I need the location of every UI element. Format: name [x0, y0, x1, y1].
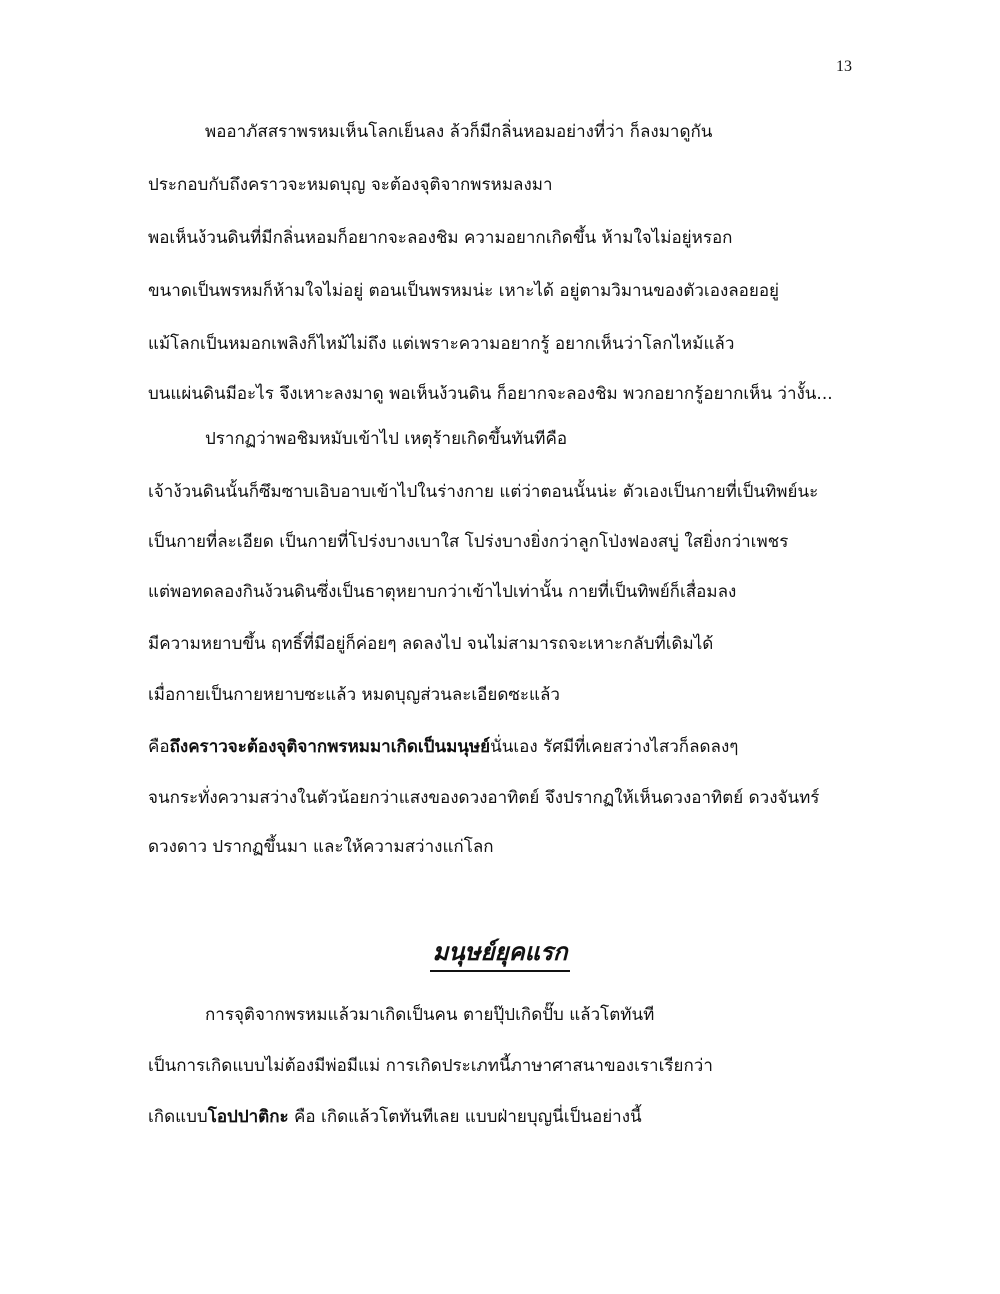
paragraph-line: บนแผ่นดินมีอะไร จึงเหาะลงมาดู พอเห็นง้วนดิน ก็อยากจะลองชิม พวกอยากรู้อยากเห็น ว่างั้น... [148, 384, 833, 404]
paragraph-line: เป็นการเกิดแบบไม่ต้องมีพ่อมีแม่ การเกิดประเภทนี้ภาษาศาสนาของเราเรียกว่า [148, 1056, 713, 1076]
paragraph-line: ขนาดเป็นพรหมก็ห้ามใจไม่อยู่ ตอนเป็นพรหมน่ะ เหาะได้ อยู่ตามวิมานของตัวเองลอยอยู่ [148, 281, 780, 301]
paragraph-line: การจุติจากพรหมแล้วมาเกิดเป็นคน ตายปุ๊ปเกิดปั๊บ แล้วโตทันที [205, 1005, 655, 1025]
paragraph-line: พอเห็นง้วนดินที่มีกลิ่นหอมก็อยากจะลองชิม ความอยากเกิดขึ้น ห้ามใจไม่อยู่หรอก [148, 228, 733, 248]
paragraph-line: แม้โลกเป็นหมอกเพลิงก็ไหม้ไม่ถึง แต่เพราะความอยากรู้ อยากเห็นว่าโลกไหม้แล้ว [148, 334, 735, 354]
paragraph-line: จนกระทั่งความสว่างในตัวน้อยกว่าแสงของดวงอาทิตย์ จึงปรากฏให้เห็นดวงอาทิตย์ ดวงจันทร์ [148, 788, 820, 808]
emphasis-suffix: นั่นเอง รัศมีที่เคยสว่างไสวก็ลดลงๆ [490, 737, 739, 757]
paragraph-line: เป็นกายที่ละเอียด เป็นกายที่โปร่งบางเบาใส โปร่งบางยิ่งกว่าลูกโป่งฟองสบู่ ใสยิ่งกว่าเพชร [148, 532, 789, 552]
paragraph-line: ประกอบกับถึงคราวจะหมดบุญ จะต้องจุติจากพรหมลงมา [148, 175, 553, 195]
section-heading-text: มนุษย์ยุคแรก [430, 936, 569, 972]
emphasis-line [148, 735, 738, 759]
paragraph-line: ดวงดาว ปรากฏขึ้นมา และให้ความสว่างแก่โลก [148, 837, 494, 857]
paragraph-line: แต่พอทดลองกินง้วนดินซึ่งเป็นธาตุหยาบกว่าเข้าไปเท่านั้น กายที่เป็นทิพย์ก็เสื่อมลง [148, 582, 737, 602]
emphasis-prefix: คือ [148, 737, 170, 757]
paragraph-line: เจ้าง้วนดินนั้นก็ซึมซาบเอิบอาบเข้าไปในร่างกาย แต่ว่าตอนนั้นน่ะ ตัวเองเป็นกายที่เป็นทิพย์นะ [148, 482, 819, 502]
last-line-bold-text: โอปปาติกะ [207, 1107, 289, 1127]
page-number: 13 [836, 58, 852, 75]
paragraph-line: พออาภัสสราพรหมเห็นโลกเย็นลง ล้วก็มีกลิ่นหอมอย่างที่ว่า ก็ลงมาดูกัน [205, 122, 713, 142]
last-line-suffix: คือ เกิดแล้วโตทันทีเลย แบบฝ่ายบุญนี่เป็นอย่างนี้ [288, 1107, 642, 1127]
paragraph-line: ปรากฏว่าพอชิมหมับเข้าไป เหตุร้ายเกิดขึ้นทันทีคือ [205, 429, 568, 449]
emphasis-bold-text: ถึงคราวจะต้องจุติจากพรหมมาเกิดเป็นมนุษย์ [169, 737, 491, 757]
last-line [148, 1105, 642, 1129]
section-heading [0, 936, 1000, 972]
paragraph-line: มีความหยาบขึ้น ฤทธิ์ที่มีอยู่ก็ค่อยๆ ลดลงไป จนไม่สามารถจะเหาะกลับที่เดิมได้ [148, 634, 714, 654]
paragraph-line: เมื่อกายเป็นกายหยาบซะแล้ว หมดบุญส่วนละเอียดซะแล้ว [148, 685, 560, 705]
last-line-prefix: เกิดแบบ [148, 1107, 208, 1127]
